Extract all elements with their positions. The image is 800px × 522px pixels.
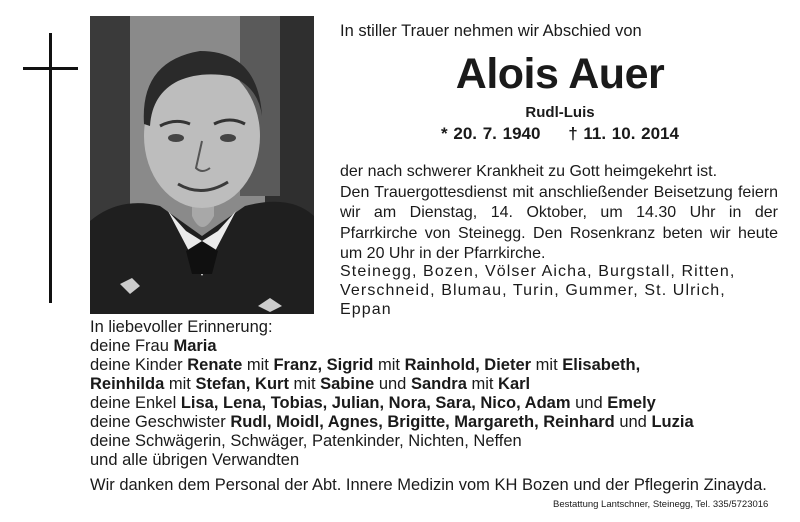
intro-text: In stiller Trauer nehmen wir Abschied von xyxy=(340,22,642,40)
funeral-home: Bestattung Lantschner, Steinegg, Tel. 335/5723016 xyxy=(553,499,769,510)
partner-name: Elisabeth, xyxy=(562,356,641,374)
cross-icon xyxy=(49,33,52,303)
thanks-text: Wir danken dem Personal der Abt. Innere Medizin vom KH Bozen und der Pflegerin Zinayda. xyxy=(90,476,767,494)
grandchildren-line xyxy=(90,394,780,413)
wife-name: Maria xyxy=(173,337,217,355)
partner-name: Sabine xyxy=(320,375,375,393)
deceased-name: Alois Auer xyxy=(455,50,665,98)
cross-icon-bar xyxy=(23,67,78,70)
partner-name: Stefan, Kurt xyxy=(195,375,289,393)
life-dates xyxy=(340,124,780,144)
statement: der nach schwerer Krankheit zu Gott heimgekehrt ist. xyxy=(340,163,718,180)
label: deine Frau xyxy=(90,337,174,355)
connector: mit xyxy=(531,356,563,374)
connector: mit xyxy=(466,375,499,393)
children-line-2 xyxy=(90,375,780,394)
label: deine Geschwister xyxy=(90,413,231,431)
connector: und xyxy=(374,375,411,393)
connector: mit xyxy=(288,375,321,393)
relatives-line: und alle übrigen Verwandten xyxy=(90,451,300,469)
nickname: Rudl-Luis xyxy=(525,104,595,121)
connector: und xyxy=(614,413,652,431)
child-name: Reinhilda xyxy=(90,375,165,393)
connector: mit xyxy=(242,356,274,374)
grandchild-name: Emely xyxy=(607,394,656,412)
siblings-line xyxy=(90,413,780,432)
grandchildren-names: Lisa, Lena, Tobias, Julian, Nora, Sara, Nico, Adam xyxy=(180,394,571,412)
inlaws-line: deine Schwägerin, Schwäger, Patenkinder, Nichten, Neffen xyxy=(90,432,522,450)
label: deine Enkel xyxy=(90,394,181,412)
connector: mit xyxy=(373,356,405,374)
connector: mit xyxy=(164,375,196,393)
connector: und xyxy=(570,394,608,412)
portrait-photo xyxy=(90,16,314,314)
death-date: † 11. 10. 2014 xyxy=(568,124,679,143)
sibling-name: Luzia xyxy=(651,413,694,431)
partner-name: Rainhold, Dieter xyxy=(404,356,532,374)
children-line xyxy=(90,356,780,375)
partner-name: Franz, Sigrid xyxy=(273,356,374,374)
partner-name: Karl xyxy=(498,375,531,393)
service-info: Den Trauergottesdienst mit anschließender Beisetzung feiern wir am Dienstag, 14. Oktober, um 14.30 Uhr in der Pfarrkirche von Steinegg. Den Rosenkranz beten wir heute um 20 Uhr in der Pfarrkirche. xyxy=(340,183,778,262)
sibling-names: Rudl, Moidl, Agnes, Brigitte, Margareth, Reinhard xyxy=(230,413,615,431)
child-name: Sandra xyxy=(410,375,467,393)
wife-line xyxy=(90,337,780,356)
family-list xyxy=(90,318,780,470)
announcement-text xyxy=(340,162,778,265)
birth-date: * 20. 7. 1940 xyxy=(441,124,541,143)
child-name: Renate xyxy=(187,356,243,374)
places-list: Steinegg, Bozen, Völser Aicha, Burgstall, Ritten, Verschneid, Blumau, Turin, Gummer, St. Ulrich, Eppan xyxy=(340,263,736,318)
memory-line: In liebevoller Erinnerung: xyxy=(90,318,273,336)
label: deine Kinder xyxy=(90,356,188,374)
